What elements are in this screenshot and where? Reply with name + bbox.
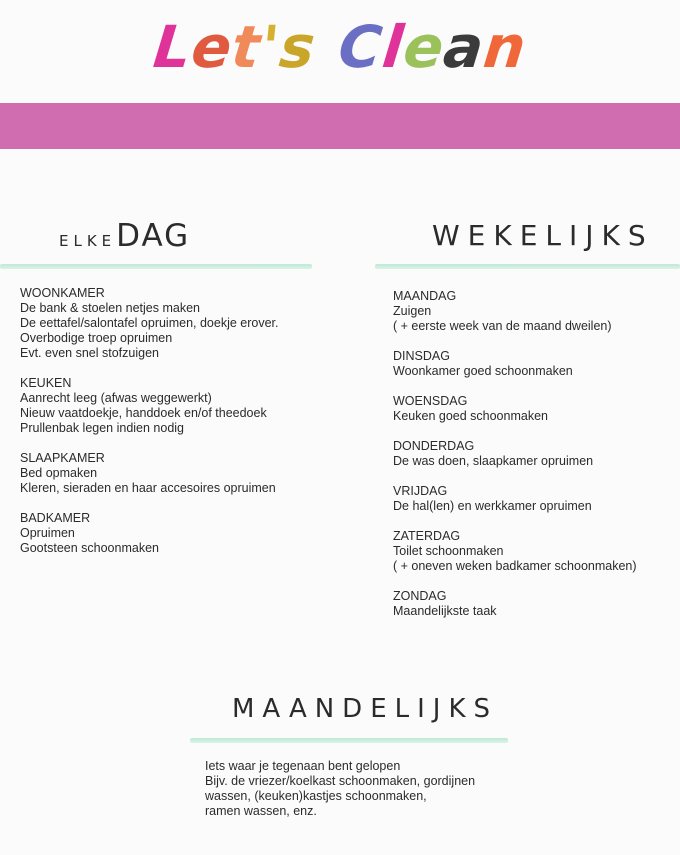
task-line: Aanrecht leeg (afwas weggewerkt) [20,391,212,405]
task-group [393,484,637,514]
task-group-heading: MAANDAG [393,289,457,303]
task-group [393,529,637,574]
daily-heading-big: DAG [116,218,191,254]
title-letter: ' [257,13,284,81]
task-line: Gootsteen schoonmaken [20,541,159,555]
task-group-heading: VRIJDAG [393,484,448,498]
weekly-task-list [393,289,637,634]
title-letter: a [440,13,488,81]
title-letter: e [399,13,448,81]
title-letter: n [480,13,530,81]
task-group-heading: DONDERDAG [393,439,475,453]
task-line: De eettafel/salontafel opruimen, doekje erover. [20,316,279,330]
task-group [20,376,279,436]
task-line: Opruimen [20,526,75,540]
task-line: Woonkamer goed schoonmaken [393,364,573,378]
task-line: Nieuw vaatdoekje, handdoek en/of theedoek [20,406,267,420]
task-line: ( + eerste week van de maand dweilen) [393,319,612,333]
title-letter: e [188,13,236,81]
header-band [0,103,680,149]
daily-divider [0,264,312,269]
title-letter: t [228,13,265,81]
task-group-heading: ZONDAG [393,589,447,603]
page-title [0,2,680,92]
daily-heading-small: ELKE [59,232,117,250]
weekly-heading: WEKELIJKS [432,219,654,252]
task-line: De was doen, slaapkamer opruimen [393,454,594,468]
task-line: Overbodige troep opruimen [20,331,173,345]
daily-heading [59,218,190,254]
task-group [20,511,279,556]
monthly-task-list [205,759,475,819]
title-letter: C [335,13,387,81]
task-line: Maandelijkste taak [393,604,497,618]
task-group [393,289,637,334]
task-line: ( + oneven weken badkamer schoonmaken) [393,559,637,573]
weekly-divider [375,264,680,269]
task-line: Iets waar je tegenaan bent gelopen [205,759,401,773]
task-group-heading: BADKAMER [20,511,91,525]
task-group [20,286,279,361]
task-group-heading: ZATERDAG [393,529,461,543]
task-group [393,394,637,424]
task-line: Bed opmaken [20,466,98,480]
daily-task-list [20,286,279,571]
title-letter: l [379,13,408,81]
task-line: Bijv. de vriezer/koelkast schoonmaken, gordijnen [205,774,476,788]
task-line: De hal(len) en werkkamer opruimen [393,499,592,513]
task-line: Keuken goed schoonmaken [393,409,548,423]
task-group [393,589,637,619]
task-line: Prullenbak legen indien nodig [20,421,185,435]
task-line: ramen wassen, enz. [205,804,317,818]
task-group-heading: KEUKEN [20,376,72,390]
task-line: Toilet schoonmaken [393,544,504,558]
task-group-heading: WOENSDAG [393,394,468,408]
title-letter: s [275,13,319,81]
task-group-heading: DINSDAG [393,349,450,363]
task-line: De bank & stoelen netjes maken [20,301,200,315]
task-group-heading: SLAAPKAMER [20,451,105,465]
task-group [393,439,637,469]
title-letter: L [150,13,196,81]
task-line: Evt. even snel stofzuigen [20,346,159,360]
task-group-heading: WOONKAMER [20,286,105,300]
task-line: wassen, (keuken)kastjes schoonmaken, [205,789,427,803]
task-group [20,451,279,496]
task-line: Zuigen [393,304,432,318]
monthly-heading: MAANDELIJKS [232,694,499,724]
task-line: Kleren, sieraden en haar accesoires opruimen [20,481,276,495]
monthly-divider [190,738,508,743]
task-group [393,349,637,379]
